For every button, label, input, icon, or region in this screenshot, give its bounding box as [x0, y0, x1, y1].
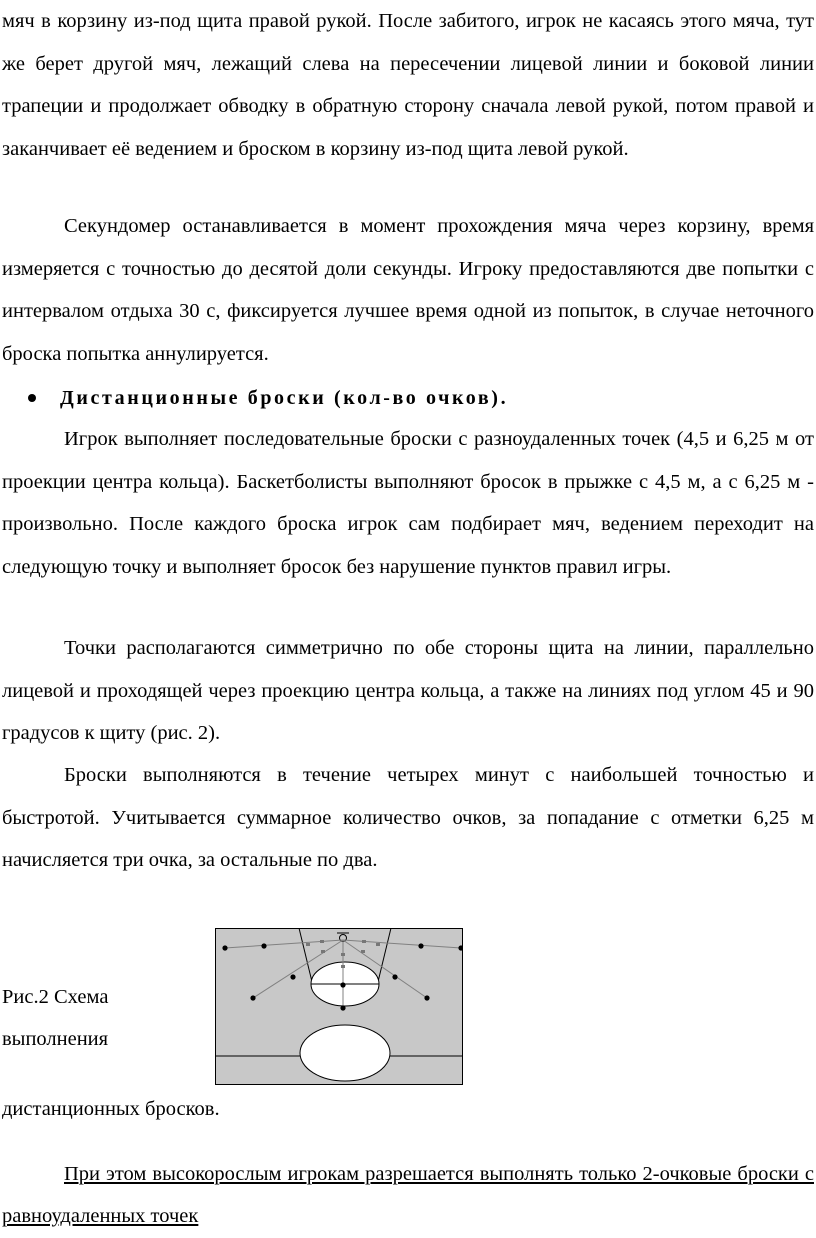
bullet-icon	[28, 394, 36, 402]
figure-caption-line-1: Рис.2 Схема	[2, 986, 109, 1008]
paragraph-2: Секундомер останавливается в момент прохождения мяча через корзину, время измеряется с точностью до десятой доли секунды. Игроку предоставляются две попытки с интервалом отдыха 30 с, фиксируется лучшее время одной из попыток, в случае неточного броска попытка аннулируется.	[2, 215, 814, 365]
figure-caption-line-2: выполнения	[2, 1028, 109, 1050]
bullet-heading: Дистанционные броски (кол-во очков).	[60, 386, 509, 409]
paragraph-5: Броски выполняются в течение четырех минут с наибольшей точностью и быстротой. Учитывается суммарное количество очков, за попадание с отметки 6,25 м начисляется три очка, за остальные по два.	[2, 764, 814, 871]
paragraph-3: Игрок выполняет последовательные броски с разноудаленных точек (4,5 и 6,25 м от проекции центра кольца). Баскетболисты выполняют бросок в прыжке с 4,5 м, а с 6,25 м - произвольно. После каждого броска игрок сам подбирает мяч, ведением переходит на следующую точку и выполняет бросок без нарушение пунктов правил игры.	[2, 428, 814, 578]
court-diagram	[215, 928, 463, 1085]
center-circle	[300, 1025, 390, 1081]
figure-caption	[2, 976, 202, 1060]
figure-caption-line-3: дистанционных бросков.	[2, 1098, 220, 1120]
paragraph-1: мяч в корзину из-под щита правой рукой. После забитого, игрок не касаясь этого мяча, тут же берет другой мяч, лежащий слева на пересечении лицевой линии и боковой линии трапеции и продолжает обводку в обратную сторону сначала левой рукой, потом правой и заканчивает её ведением и броском в корзину из-под щита левой рукой.	[2, 10, 814, 160]
bullet-item	[28, 378, 508, 418]
paragraph-4: Точки располагаются симметрично по обе стороны щита на линии, параллельно лицевой и проходящей через проекцию центра кольца, а также на линиях под углом 45 и 90 градусов к щиту (рис. 2).	[2, 637, 814, 744]
paragraph-6: При этом высокорослым игрокам разрешается выполнять только 2-очковые броски с равноудаленных точек	[2, 1162, 814, 1227]
